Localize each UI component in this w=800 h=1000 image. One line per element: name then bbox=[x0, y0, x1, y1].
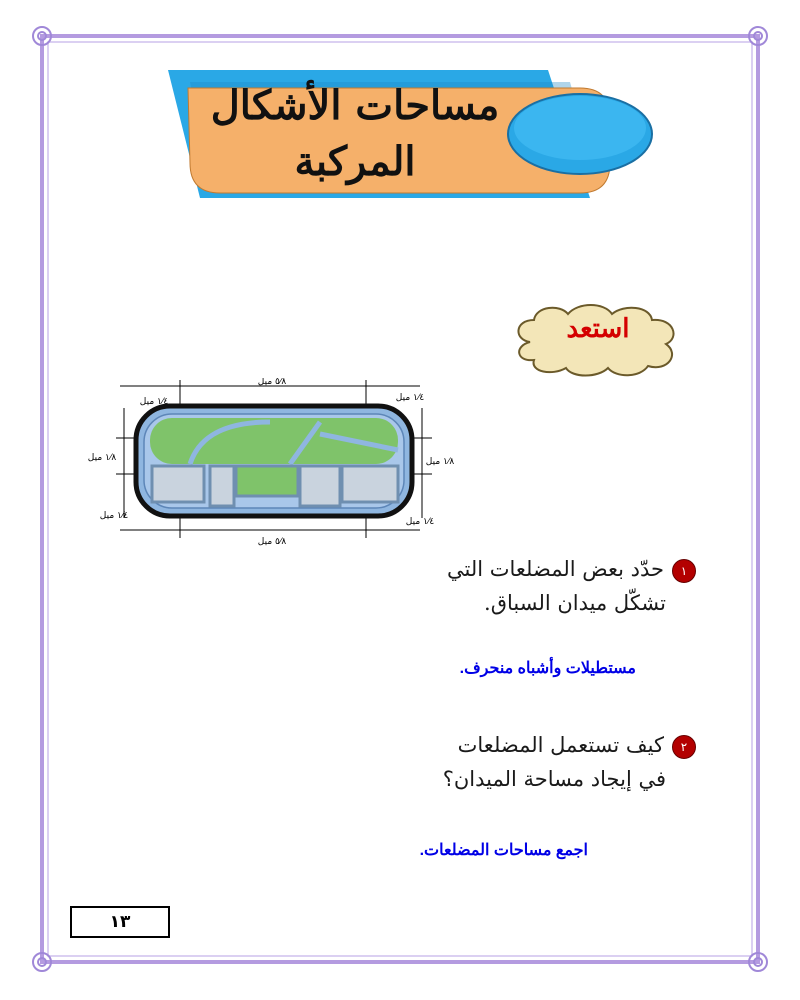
page-title bbox=[185, 78, 525, 190]
question-2-line-1: كيف تستعمل المضلعات bbox=[457, 733, 664, 757]
dim-mid-left: ١⁄٨ ميل bbox=[87, 453, 117, 463]
question-2-line-2: في إيجاد مساحة الميدان؟ bbox=[442, 767, 666, 791]
question-1 bbox=[356, 552, 696, 620]
answer-1: مستطيلات وأشباه منحرف. bbox=[459, 660, 636, 677]
dim-top-right: ١⁄٤ ميل bbox=[395, 393, 425, 403]
answer-2: اجمع مساحات المضلعات. bbox=[419, 842, 588, 859]
dim-bottom-left: ١⁄٤ ميل bbox=[99, 511, 129, 521]
question-1-number: ١ bbox=[672, 559, 696, 583]
dim-bottom-center: ٥⁄٨ ميل bbox=[257, 537, 287, 546]
title-line-2: المركبة bbox=[294, 138, 416, 185]
question-1-line-1: حدّد بعض المضلعات التي bbox=[447, 557, 664, 581]
question-1-line-2: تشكّل ميدان السباق. bbox=[484, 591, 666, 615]
page-number: ١٣ bbox=[70, 906, 170, 938]
dim-mid-right: ١⁄٨ ميل bbox=[425, 457, 455, 467]
title-line-1: مساحات الأشكال bbox=[210, 82, 500, 129]
question-2-number: ٢ bbox=[672, 735, 696, 759]
race-track-figure bbox=[80, 378, 460, 546]
question-2 bbox=[356, 728, 696, 796]
ready-label: استعد bbox=[566, 314, 630, 344]
dim-bottom-right: ١⁄٤ ميل bbox=[405, 517, 435, 527]
dim-top-center: ٥⁄٨ ميل bbox=[257, 378, 287, 387]
dim-top-left: ١⁄٤ ميل bbox=[139, 397, 169, 407]
